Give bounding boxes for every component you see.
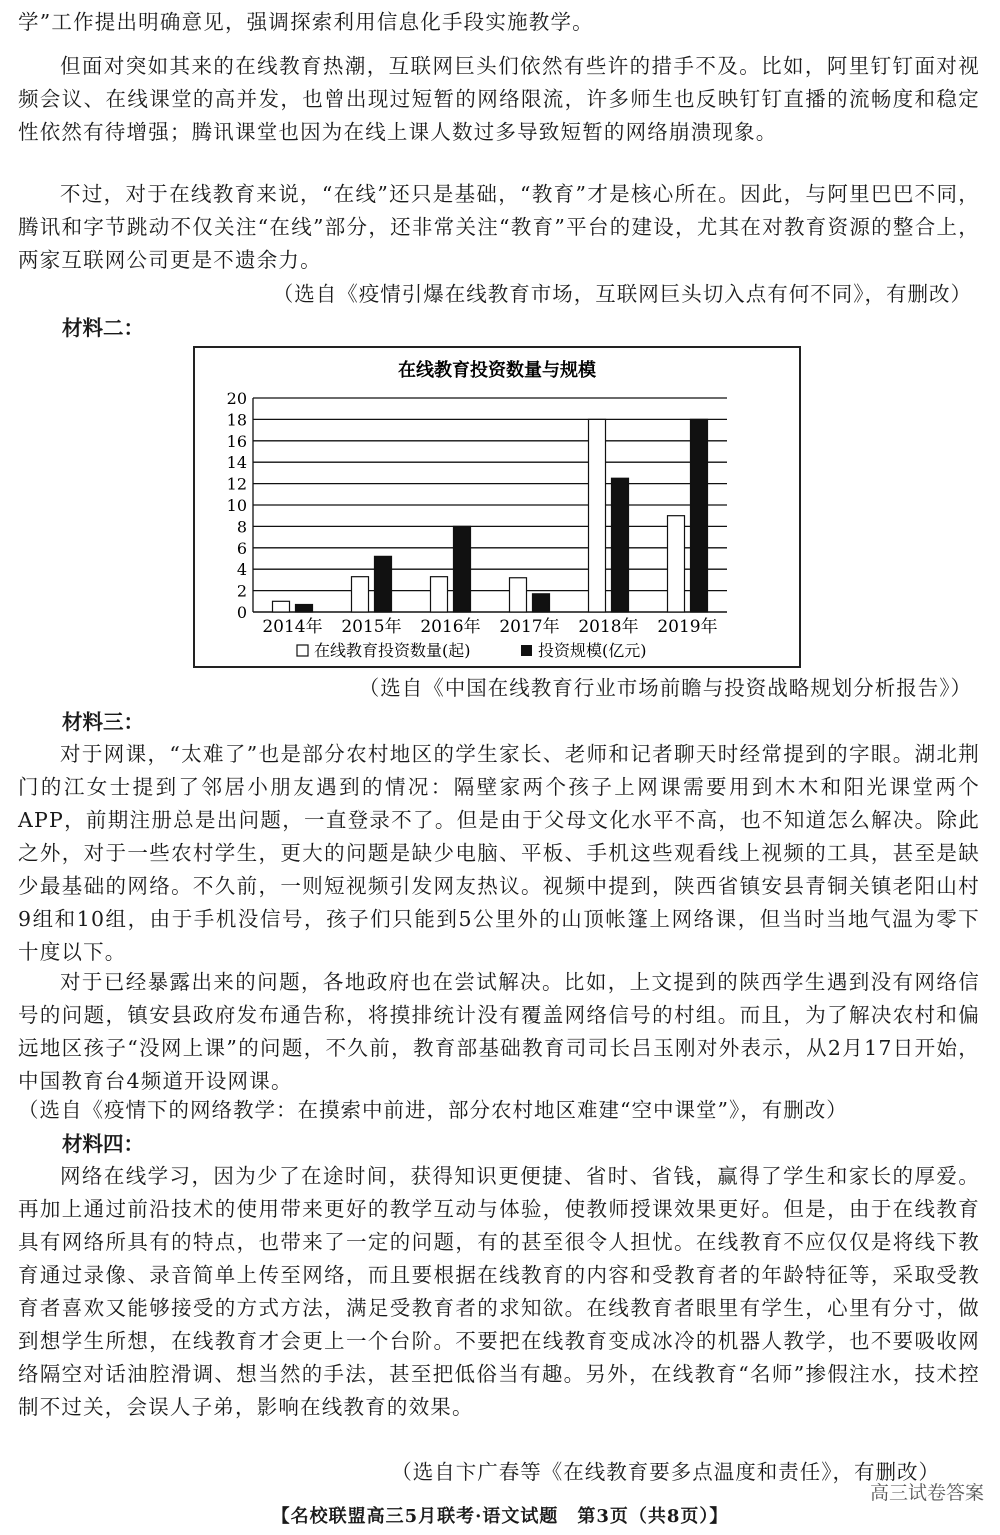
bar-investment-scale	[296, 605, 313, 612]
x-tick-label: 2019年	[657, 617, 718, 637]
x-tick-label: 2016年	[420, 617, 481, 637]
source-4: （选自卞广春等《在线教育要多点温度和责任》，有删改）	[391, 1460, 940, 1484]
y-tick-label: 16	[226, 431, 247, 451]
legend-label-scale: 投资规模(亿元)	[538, 641, 647, 660]
source-3: （选自《疫情下的网络教学：在摸索中前进，部分农村地区难建“空中课堂”》，有删改）	[18, 1098, 848, 1122]
y-tick-label: 4	[236, 560, 247, 580]
bar-investment-scale	[533, 594, 550, 612]
bar-investment-scale	[612, 478, 629, 612]
y-tick-label: 6	[236, 538, 247, 558]
paragraph-2: 但面对突如其来的在线教育热潮，互联网巨头们依然有些许的措手不及。比如，阿里钉钉面对视频会议、在线课堂的高并发，也曾出现过短暂的网络限流，许多师生也反映钉钉直播的流畅度和稳定性依然有待增强；腾讯课堂也因为在线上课人数过多导致短暂的网络崩溃现象。	[18, 54, 980, 144]
x-tick-label: 2017年	[499, 617, 560, 637]
paragraph-6: 网络在线学习，因为少了在途时间，获得知识更便捷、省时、省钱，赢得了学生和家长的厚爱。再加上通过前沿技术的使用带来更好的教学互动与体验，使教师授课效果更好。但是，由于在线教育具有网络所具有的特点，也带来了一定的问题，有的甚至很令人担忧。在线教育不应仅仅是将线下教育通过录像、录音简单上传至网络，而且要根据在线教育的内容和受教育者的年龄特征等，采取受教育者喜欢又能够接受的方式方法，满足受教育者的求知欲。在线教育者眼里有学生，心里有分寸，做到想学生所想，在线教育才会更上一个台阶。不要把在线教育变成冰冷的机器人教学，也不要吸收网络隔空对话油腔滑调、想当然的手法，甚至把低俗当有趣。另外，在线教育“名师”掺假注水，技术控制不过关，会误人子弟，影响在线教育的效果。	[18, 1164, 980, 1419]
bar-investment-scale	[375, 556, 392, 612]
heading-material-3: 材料三：	[62, 710, 144, 734]
bar-investment-scale	[691, 419, 708, 612]
heading-material-4: 材料四：	[62, 1132, 144, 1156]
bar-investment-count	[589, 419, 606, 612]
chart-legend	[297, 641, 647, 660]
y-tick-label: 10	[226, 496, 247, 515]
legend-swatch-scale	[521, 645, 532, 656]
y-tick-label: 12	[226, 474, 247, 494]
watermark: 高三试卷答案	[869, 1482, 984, 1504]
legend-label-count: 在线教育投资数量(起)	[314, 641, 471, 660]
chart-title: 在线教育投资数量与规模	[398, 360, 596, 381]
bar-investment-scale	[454, 526, 471, 612]
source-2: （选自《中国在线教育行业市场前瞻与投资战略规划分析报告》）	[358, 676, 972, 700]
y-tick-label: 18	[226, 410, 247, 430]
paragraph-5: 对于已经暴露出来的问题，各地政府也在尝试解决。比如，上文提到的陕西学生遇到没有网络信号的问题，镇安县政府发布通告称，将摸排统计没有覆盖网络信号的村组。而且，为了解决农村和偏远地区孩子“没网上课”的问题，不久前，教育部基础教育司司长吕玉刚对外表示，从2月17日开始，中国教育台4频道开设网课。	[18, 970, 980, 1093]
bar-investment-count	[510, 578, 527, 612]
y-tick-label: 0	[236, 603, 247, 622]
bar-investment-count	[431, 577, 448, 612]
x-tick-label: 2018年	[578, 617, 639, 637]
bar-investment-count	[352, 577, 369, 612]
paragraph-4: 对于网课，“太难了”也是部分农村地区的学生家长、老师和记者聊天时经常提到的字眼。湖北荆门的江女士提到了邻居小朋友遇到的情况：隔壁家两个孩子上网课需要用到木木和阳光课堂两个APP，前期注册总是出问题，一直登录不了。但是由于父母文化水平不高，也不知道怎么解决。除此之外，对于一些农村学生，更大的问题是缺少电脑、平板、手机这些观看线上视频的工具，甚至是缺少最基础的网络。不久前，一则短视频引发网友热议。视频中提到，陕西省镇安县青铜关镇老阳山村9组和10组，由于手机没信号，孩子们只能到5公里外的山顶帐篷上网络课，但当时当地气温为零下十度以下。	[18, 742, 980, 964]
y-tick-label: 2	[236, 581, 247, 601]
y-tick-label: 20	[226, 389, 247, 408]
legend-swatch-count	[297, 645, 308, 656]
chart-frame	[193, 346, 801, 668]
heading-material-2: 材料二：	[62, 316, 144, 340]
page-footer: 【名校联盟高三5月联考·语文试题 第3页（共8页）】	[271, 1506, 729, 1527]
bar-chart	[195, 348, 799, 666]
x-tick-label: 2014年	[262, 617, 323, 637]
y-tick-label: 14	[226, 453, 247, 473]
bar-investment-count	[668, 516, 685, 612]
x-tick-label: 2015年	[341, 617, 402, 637]
y-tick-label: 8	[236, 517, 247, 537]
source-1: （选自《疫情引爆在线教育市场，互联网巨头切入点有何不同》，有删改）	[272, 282, 972, 306]
paragraph-1: 学”工作提出明确意见，强调探索利用信息化手段实施教学。	[18, 10, 594, 34]
bar-investment-count	[273, 601, 290, 612]
paragraph-3: 不过，对于在线教育来说，“在线”还只是基础，“教育”才是核心所在。因此，与阿里巴巴不同，腾讯和字节跳动不仅关注“在线”部分，还非常关注“教育”平台的建设，尤其在对教育资源的整合上，两家互联网公司更是不遗余力。	[18, 182, 980, 272]
